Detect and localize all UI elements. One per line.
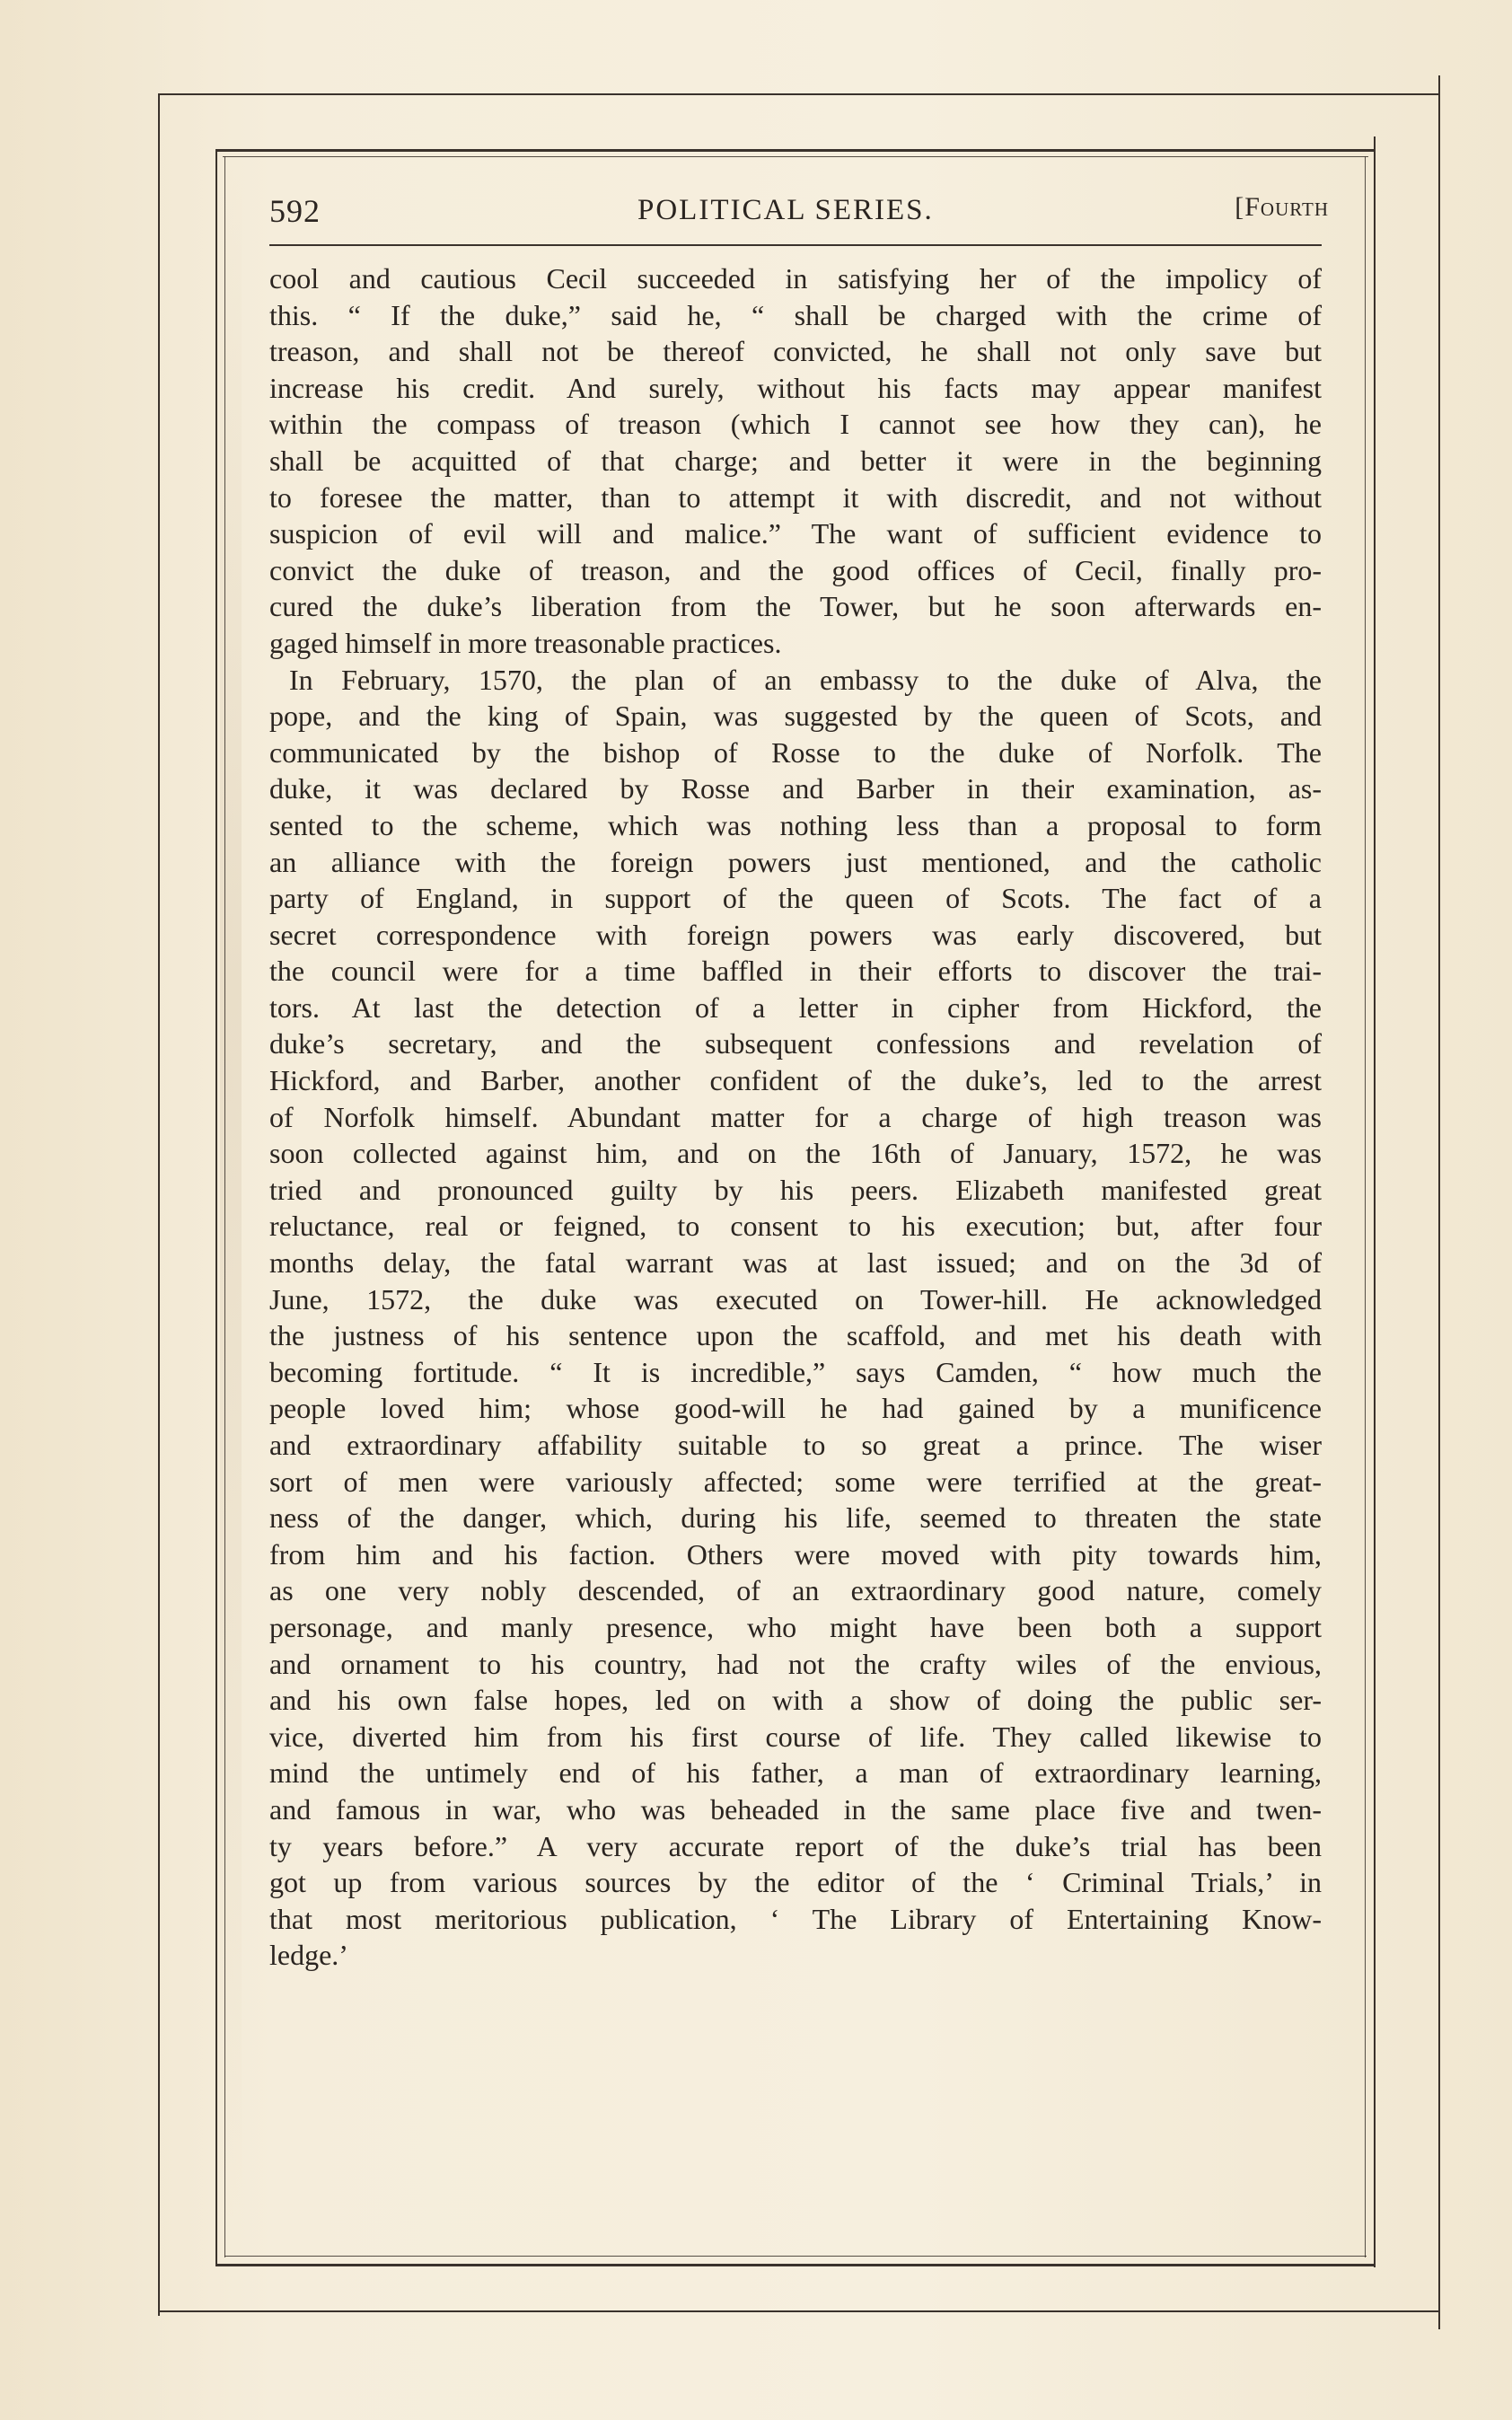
text-line: ty years before.” A very accurate report of the duke’s trial has been	[269, 1829, 1322, 1862]
text-line: shall be acquitted of that charge; and better it were in the beginning	[269, 444, 1322, 477]
text-line: months delay, the fatal warrant was at last issued; and on the 3d of	[269, 1246, 1322, 1280]
text-line: Hickford, and Barber, another confident of the duke’s, led to the arrest	[269, 1064, 1322, 1097]
text-line: tried and pronounced guilty by his peers. Elizabeth manifested great	[269, 1173, 1322, 1206]
inner-frame-top	[215, 149, 1376, 152]
outer-frame-left	[158, 93, 160, 2316]
text-line: and extraordinary affability suitable to so great a prince. The wiser	[269, 1429, 1322, 1461]
inner-frame-bottom-second	[224, 2256, 1367, 2257]
text-line: personage, and manly presence, who might have been both a support	[269, 1610, 1322, 1643]
text-line: the council were for a time baffled in their efforts to discover the trai-	[269, 955, 1322, 988]
text-line: becoming fortitude. “ It is incredible,” says Camden, “ how much the	[269, 1355, 1322, 1388]
text-line: from him and his faction. Others were moved with pity towards him,	[269, 1537, 1322, 1571]
text-line: and famous in war, who was beheaded in the same place five and twen-	[269, 1792, 1322, 1826]
running-title: POLITICAL SERIES.	[637, 194, 934, 226]
outer-frame-top	[158, 93, 1440, 95]
text-line: mind the untimely end of his father, a man of extraordinary learning,	[269, 1756, 1322, 1790]
inner-frame-right-second	[1365, 156, 1366, 2257]
running-head	[269, 192, 1329, 237]
outer-frame-bottom	[158, 2310, 1440, 2312]
page-number: 592	[269, 193, 321, 229]
text-line: cool and cautious Cecil succeeded in satisfying her of the impolicy of	[269, 262, 1322, 295]
text-line: people loved him; whose good-will he had gained by a munificence	[269, 1392, 1322, 1425]
text-line: sort of men were variously affected; some were terrified at the great-	[269, 1465, 1322, 1498]
head-rule	[269, 244, 1322, 246]
text-line: party of England, in support of the queen of Scots. The fact of a	[269, 882, 1322, 915]
text-line: an alliance with the foreign powers just mentioned, and the catholic	[269, 845, 1322, 878]
text-line: duke’s secretary, and the subsequent confessions and revelation of	[269, 1027, 1322, 1060]
text-line: the justness of his sentence upon the scaffold, and met his death with	[269, 1319, 1322, 1352]
text-line: gaged himself in more treasonable practices.	[269, 626, 782, 659]
text-line: secret correspondence with foreign powers was early discovered, but	[269, 918, 1322, 951]
text-line: pope, and the king of Spain, was suggested by the queen of Scots, and	[269, 700, 1322, 733]
inner-frame-right	[1374, 136, 1376, 2267]
text-line: reluctance, real or feigned, to consent to his execution; but, after four	[269, 1210, 1322, 1243]
text-line: June, 1572, the duke was executed on Tower-hill. He acknowledged	[269, 1282, 1322, 1316]
text-line: to foresee the matter, than to attempt it with discredit, and not without	[269, 480, 1322, 514]
text-line: convict the duke of treason, and the good offices of Cecil, finally pro-	[269, 553, 1322, 586]
outer-frame-right	[1438, 75, 1440, 2329]
text-line: ness of the danger, which, during his life, seemed to threaten the state	[269, 1501, 1322, 1535]
text-line: vice, diverted him from his first course of life. They called likewise to	[269, 1720, 1322, 1753]
text-line: as one very nobly descended, of an extraordinary good nature, comely	[269, 1574, 1322, 1607]
text-line: communicated by the bishop of Rosse to the duke of Norfolk. The	[269, 735, 1322, 769]
inner-frame-left	[215, 149, 217, 2266]
text-line: treason, and shall not be thereof convicted, he shall not only save but	[269, 335, 1322, 368]
section-label: [Fourth	[1235, 192, 1329, 222]
text-line: cured the duke’s liberation from the Tower, but he soon afterwards en-	[269, 590, 1322, 623]
text-line: that most meritorious publication, ‘ The Library of Entertaining Know-	[269, 1902, 1322, 1935]
text-line: suspicion of evil will and malice.” The want of sufficient evidence to	[269, 517, 1322, 550]
text-line: increase his credit. And surely, without his facts may appear manifest	[269, 371, 1322, 404]
text-line: of Norfolk himself. Abundant matter for a charge of high treason was	[269, 1100, 1322, 1133]
body-text	[269, 260, 1322, 1974]
text-line: ledge.’	[269, 1939, 348, 1972]
text-line: within the compass of treason (which I cannot see how they can), he	[269, 408, 1322, 441]
text-line: got up from various sources by the editor of the ‘ Criminal Trials,’ in	[269, 1866, 1322, 1899]
inner-frame-top-second	[223, 156, 1368, 157]
paper-stain	[220, 162, 242, 2227]
text-line: sented to the scheme, which was nothing less than a proposal to form	[269, 808, 1322, 841]
inner-frame-bottom	[215, 2264, 1376, 2266]
text-line: soon collected against him, and on the 16th of January, 1572, he was	[269, 1137, 1322, 1170]
text-line: tors. At last the detection of a letter in cipher from Hickford, the	[269, 990, 1322, 1024]
text-line: In February, 1570, the plan of an embassy to the duke of Alva, the	[289, 663, 1322, 696]
text-line: and ornament to his country, had not the crafty wiles of the envious,	[269, 1647, 1322, 1680]
inner-frame-left-second	[224, 156, 225, 2257]
text-line: this. “ If the duke,” said he, “ shall be charged with the crime of	[269, 298, 1322, 331]
text-line: duke, it was declared by Rosse and Barber in their examination, as-	[269, 772, 1322, 805]
text-line: and his own false hopes, led on with a show of doing the public ser-	[269, 1684, 1322, 1717]
